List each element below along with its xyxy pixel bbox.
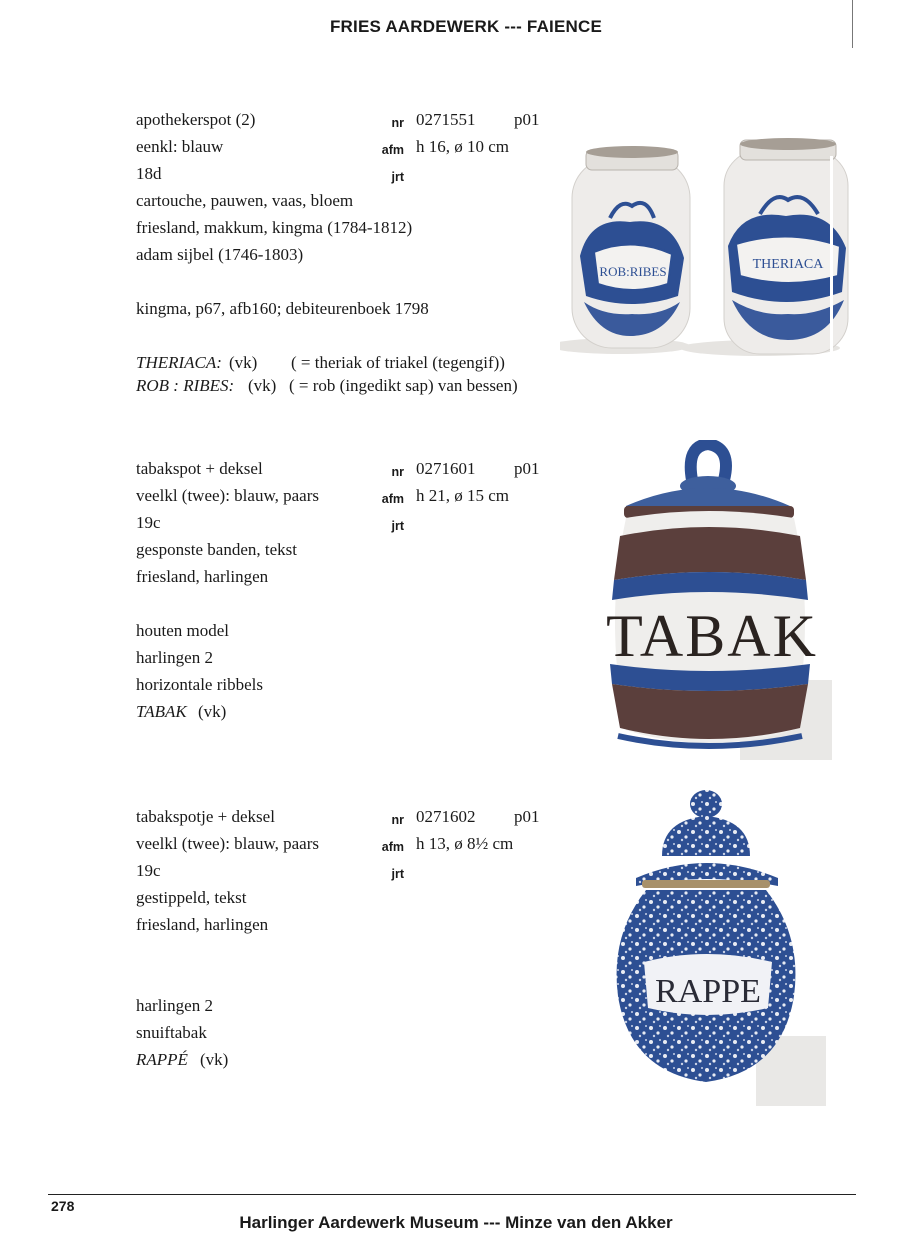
- tabakspotje-photo: [606, 786, 826, 1106]
- row-fabrikaat: [0, 915, 560, 941]
- row-fabrikaat: [0, 218, 560, 244]
- apothecary-jars-photo: [560, 136, 854, 358]
- row-voorstelling: [0, 540, 560, 566]
- row-schilder: [0, 942, 560, 968]
- value-photo-code: p01: [514, 807, 540, 826]
- jar-label-rappe: RAPPE: [655, 973, 761, 1010]
- value-literatuur: harlingen 2: [136, 648, 213, 667]
- row-schilder: [0, 594, 560, 620]
- value-fabrikaat: friesland, harlingen: [136, 915, 269, 934]
- row-kleur: [0, 486, 560, 512]
- jar-label-tabak: TABAK: [606, 603, 818, 669]
- value-datering: 18d: [136, 164, 162, 183]
- value-kleur: veelkl (twee): blauw, paars: [136, 486, 319, 505]
- page-edge-line: [852, 0, 853, 48]
- value-voorwerp: tabakspotje + deksel: [136, 807, 275, 826]
- label-jrt: jrt: [391, 519, 404, 533]
- opschrift-note-1: ( = theriak of triakel (tegengif)): [291, 353, 505, 372]
- opschrift-vk-1: (vk): [198, 702, 227, 721]
- row-voorwerp: [0, 807, 560, 833]
- row-opmerking: [0, 326, 560, 352]
- value-datering: 19c: [136, 861, 161, 880]
- label-nr: nr: [391, 813, 404, 827]
- value-schilder: adam sijbel (1746-1803): [136, 245, 304, 264]
- value-voorstelling: gesponste banden, tekst: [136, 540, 297, 559]
- value-voorwerp: apothekerspot (2): [136, 110, 256, 129]
- page-header: FRIES AARDEWERK --- FAIENCE: [329, 17, 603, 36]
- row-voorwerp: [0, 459, 560, 485]
- label-jrt: jrt: [391, 867, 404, 881]
- page-footer: Harlinger Aardewerk Museum --- Minze van den Akker: [239, 1213, 673, 1232]
- value-fabrikaat: friesland, makkum, kingma (1784-1812): [136, 218, 413, 237]
- value-opmerking: horizontale ribbels: [136, 675, 263, 694]
- row-voorbeeld: [0, 272, 560, 298]
- row-opmerking: [0, 675, 560, 701]
- row-datering: [0, 861, 560, 887]
- label-afm: afm: [381, 143, 404, 157]
- row-datering: [0, 513, 560, 539]
- label-afm: afm: [381, 492, 404, 506]
- value-afm: h 21, ø 15 cm: [416, 486, 510, 505]
- label-nr: nr: [391, 116, 404, 130]
- row-schilder: [0, 245, 560, 271]
- value-literatuur: kingma, p67, afb160; debiteurenboek 1798: [136, 299, 429, 318]
- value-photo-code: p01: [514, 459, 540, 478]
- value-voorwerp: tabakspot + deksel: [136, 459, 263, 478]
- tabakspot-photo: [600, 440, 832, 760]
- row-voorbeeld: [0, 621, 560, 647]
- row-opschrift: [0, 1050, 560, 1076]
- row-voorstelling: [0, 191, 560, 217]
- opschrift-note-2: ( = rob (ingedikt sap) van bessen): [289, 376, 518, 395]
- row-opschrift-2: [0, 376, 560, 402]
- opschrift-text-1: TABAK: [136, 702, 187, 721]
- row-voorstelling: [0, 888, 560, 914]
- opschrift-text-1: RAPPÉ: [136, 1050, 188, 1069]
- value-nr: 0271601: [416, 459, 476, 478]
- jar-label-rob-ribes: ROB:RIBES: [599, 264, 667, 279]
- row-opschrift: [0, 702, 560, 728]
- value-literatuur: harlingen 2: [136, 996, 213, 1015]
- row-opmerking: [0, 1023, 560, 1049]
- row-kleur: [0, 137, 560, 163]
- row-kleur: [0, 834, 560, 860]
- row-literatuur: [0, 648, 560, 674]
- value-kleur: veelkl (twee): blauw, paars: [136, 834, 319, 853]
- opschrift-vk-2: (vk): [248, 376, 277, 395]
- label-jrt: jrt: [391, 170, 404, 184]
- value-opmerking: snuiftabak: [136, 1023, 207, 1042]
- row-datering: [0, 164, 560, 190]
- jar-label-theriaca: THERIACA: [752, 257, 824, 272]
- label-afm: afm: [381, 840, 404, 854]
- row-fabrikaat: [0, 567, 560, 593]
- row-literatuur: [0, 299, 560, 325]
- value-afm: h 16, ø 10 cm: [416, 137, 510, 156]
- value-voorstelling: gestippeld, tekst: [136, 888, 247, 907]
- value-voorstelling: cartouche, pauwen, vaas, bloem: [136, 191, 354, 210]
- value-nr: 0271602: [416, 807, 476, 826]
- row-voorbeeld: [0, 969, 560, 995]
- opschrift-text-2: ROB : RIBES:: [136, 376, 235, 395]
- opschrift-vk-1: (vk): [200, 1050, 229, 1069]
- row-voorwerp: [0, 110, 560, 136]
- label-nr: nr: [391, 465, 404, 479]
- value-kleur: eenkl: blauw: [136, 137, 224, 156]
- value-fabrikaat: friesland, harlingen: [136, 567, 269, 586]
- opschrift-text-1: THERIACA:: [136, 353, 222, 372]
- page-number: 278: [51, 1198, 75, 1214]
- value-nr: 0271551: [416, 110, 476, 129]
- value-voorbeeld: houten model: [136, 621, 230, 640]
- value-photo-code: p01: [514, 110, 540, 129]
- value-datering: 19c: [136, 513, 161, 532]
- footer-rule: [48, 1194, 856, 1195]
- opschrift-vk-1: (vk): [229, 353, 258, 372]
- row-literatuur: [0, 996, 560, 1022]
- value-afm: h 13, ø 8½ cm: [416, 834, 514, 853]
